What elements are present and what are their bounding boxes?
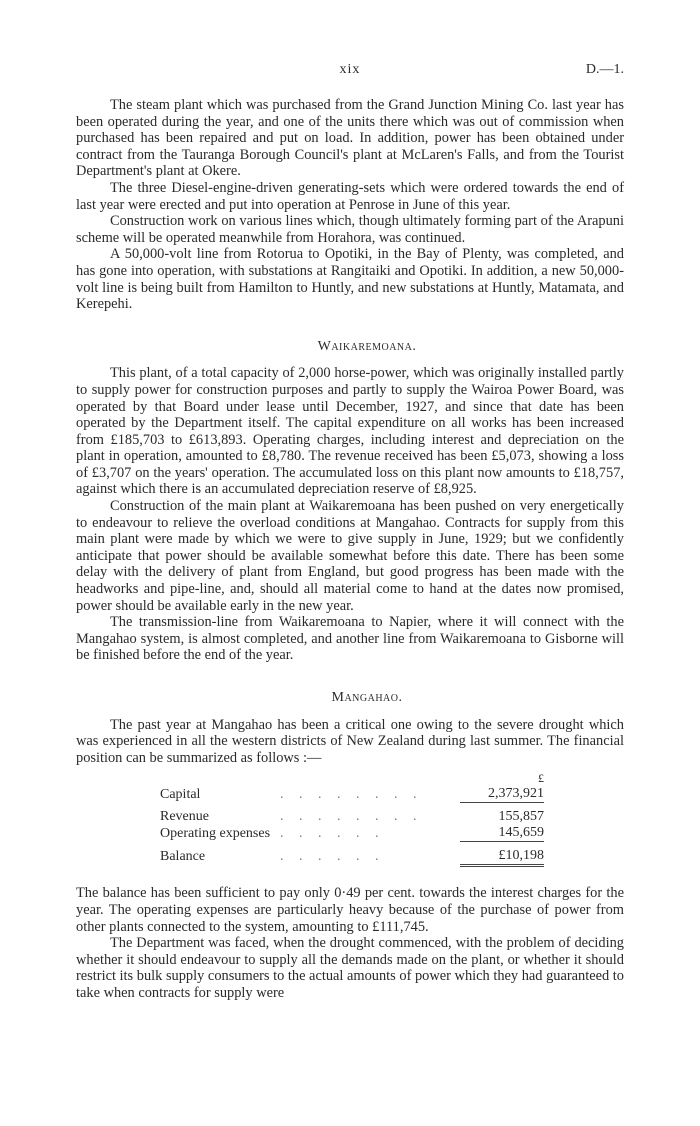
row-label: Capital [160, 786, 201, 802]
currency-symbol: £ [538, 771, 544, 786]
financial-summary-table [160, 770, 544, 867]
row-label: Revenue [160, 809, 209, 825]
row-amount: 155,857 [498, 809, 544, 825]
page-header [76, 62, 624, 84]
section-heading-waikaremoana: Waikaremoana. [317, 338, 417, 354]
row-label: Balance [160, 849, 206, 865]
paragraph: A 50,000-volt line from Rotorua to Opotiki, in the Bay of Plenty, was completed, and has gone into operation, with substations at Rangitaiki and Opotiki. In addition, a new 50,000-volt line is being built from Hamilton to Huntly, and new substations at Huntly, Matamata, and Kerepehi. [76, 246, 624, 313]
paragraph: The past year at Mangahao has been a critical one owing to the severe drought which was experienced in all the western districts of New Zealand during last summer. The financial position can be summarized as follows :— [76, 716, 624, 766]
paragraph: The steam plant which was purchased from the Grand Junction Mining Co. last year has been operated during the year, and one of the units there which was out of commission when purchased has been repaired and put on load. In addition, power has been obtained under contract from the Tauranga Borough Council's plant at McLaren's Falls, and from the Tourist Department's plant at Okere. [76, 97, 624, 180]
dot-leader: . . . . . . . . [280, 809, 423, 825]
section-heading-mangahao: Mangahao. [331, 690, 403, 705]
table-row [160, 770, 544, 786]
dot-leader: . . . . . . . . [280, 786, 423, 802]
document-reference: D.—1. [585, 62, 624, 77]
table-row-revenue [160, 809, 544, 825]
dot-leader: . . . . . . [280, 849, 385, 865]
paragraph: Construction work on various lines which, though ultimately forming part of the Arapuni scheme will be operated meanwhile from Horahora, was continued. [76, 213, 624, 246]
row-label: Operating expenses [160, 825, 271, 841]
paragraph: The transmission-line from Waikaremoana to Napier, where it will connect with the Mangahao system, is almost completed, and another line from Waikaremoana to Gisborne will be finished before the end of the year. [76, 614, 624, 664]
paragraph: The Department was faced, when the drought commenced, with the problem of deciding whether it should endeavour to supply all the demands made on the plant, or whether it should restrict its bulk supply consumers to the actual amounts of power which they had guaranteed to take when contracts for supply were [76, 935, 624, 1001]
document-body [76, 97, 624, 1002]
page-number: xix [339, 62, 361, 77]
paragraph: This plant, of a total capacity of 2,000 horse-power, which was originally installed partly to supply power for construction purposes and partly to supply the Wairoa Power Board, was operated by that Board under lease until December, 1927, and since that date has been operated by the Department itself. The capital expenditure on all works has been increased from £185,703 to £613,893. Operating charges, including interest and depreciation on the plant in operation, amounted to £8,780. The revenue received has been £5,073, showing a loss of £3,707 on the years' operation. The accumulated loss on this plant now amounts to £18,757, against which there is an accumulated depreciation reserve of £8,925. [76, 365, 624, 498]
paragraph: Construction of the main plant at Waikaremoana has been pushed on very energetically to endeavour to relieve the overload conditions at Mangahao. Contracts for supply from this main plant were made by which we were to give supply in June, 1929; but we confidently anticipate that power should be available somewhat before this date. There has been some delay with the delivery of plant from England, but good progress has been made with the headworks and pipe-line, and, should all material come to hand at the dates now promised, power should be available early in the new year. [76, 498, 624, 614]
paragraph: The balance has been sufficient to pay only 0·49 per cent. towards the interest charges for the year. The operating expenses are particularly heavy because of the purchase of power from other plants connected to the system, amounting to £111,745. [76, 885, 624, 935]
row-amount: 2,373,921 [460, 786, 544, 803]
paragraph: The three Diesel-engine-driven generating-sets which were ordered towards the end of last year were erected and put into operation at Penrose in June of this year. [76, 179, 624, 213]
table-row-operating-expenses [160, 825, 544, 842]
row-amount: £10,198 [460, 848, 544, 866]
table-row-capital [160, 786, 544, 803]
dot-leader: . . . . . . [280, 825, 385, 841]
row-amount: 145,659 [460, 825, 544, 842]
table-row-balance [160, 848, 544, 866]
